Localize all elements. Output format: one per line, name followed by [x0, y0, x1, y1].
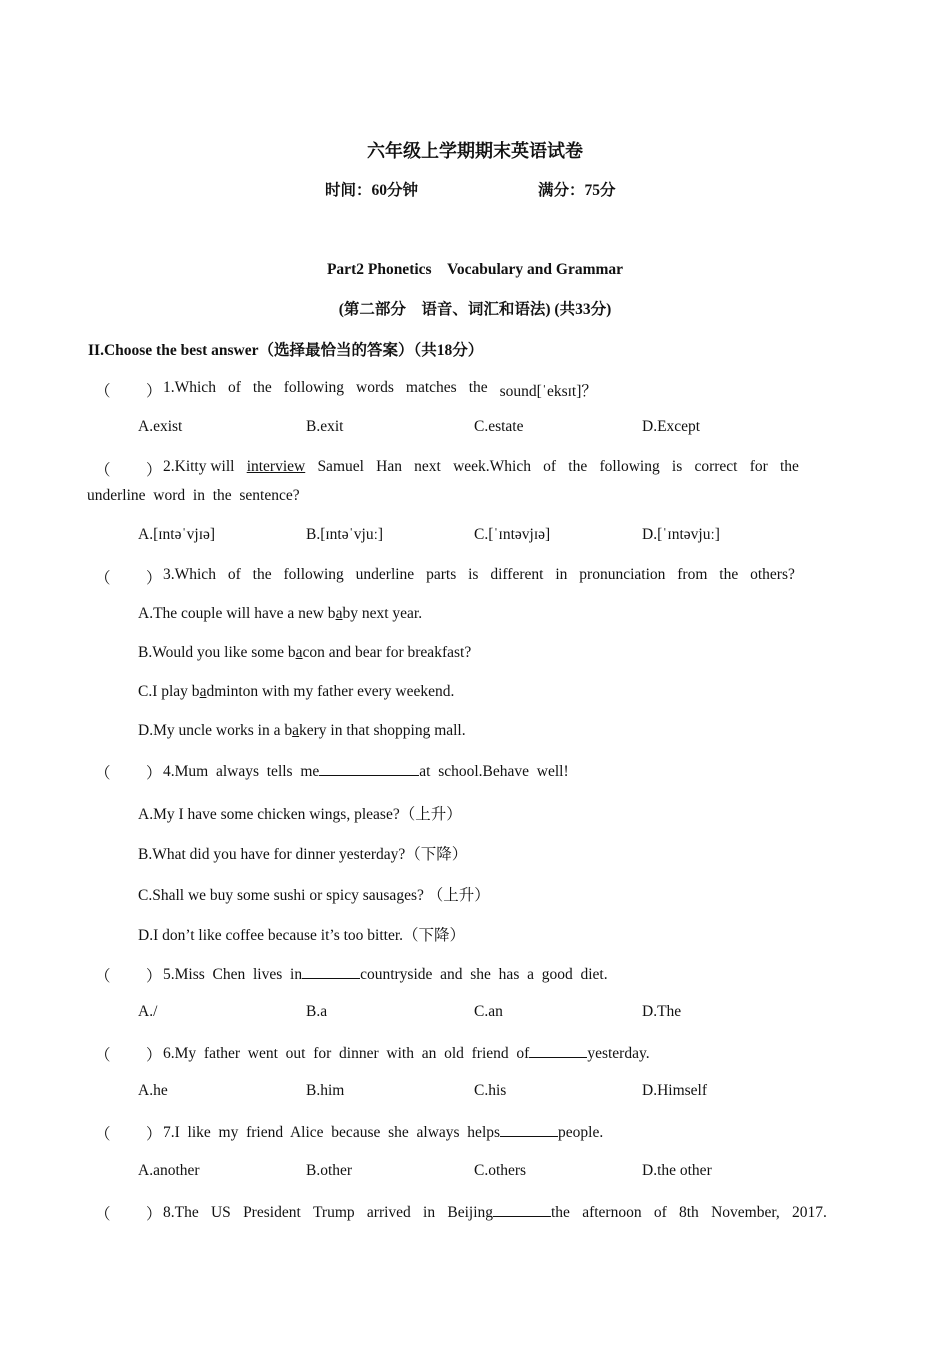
word: in [423, 1204, 436, 1221]
answer-paren-close: ） [146, 968, 162, 985]
word: from [677, 566, 708, 583]
question-6-text: 6.My father went out for dinner with an old friend of yesterday. [163, 1045, 650, 1062]
word: sound[ˈeksɪt]？ [499, 383, 597, 400]
answer-blank[interactable] [319, 761, 419, 776]
answer-paren-open[interactable]: （ [95, 462, 111, 479]
word: 1.Which [163, 379, 216, 396]
answer-paren-open[interactable]: （ [95, 1047, 111, 1064]
word: 3.Which [163, 566, 216, 583]
answer-paren-open[interactable]: （ [95, 765, 111, 782]
option-b: B.a [306, 1003, 328, 1020]
word: words [356, 379, 394, 396]
word: of [653, 1204, 667, 1221]
option-c: C.Shall we buy some sushi or spicy sausages? （上升） [138, 887, 490, 904]
word: week.Which [453, 458, 531, 475]
option-a: A.[ɪntəˈvjɪə] [138, 526, 216, 543]
word: pronunciation [579, 566, 666, 583]
option-d: D.Except [642, 418, 701, 435]
exam-time: 时间：60分钟 [325, 182, 419, 199]
word: is [671, 458, 683, 475]
word: for [749, 458, 768, 475]
option-a: A./ [138, 1003, 158, 1020]
answer-paren-close: ） [146, 383, 162, 400]
option-d: D.Himself [642, 1082, 708, 1099]
option-b: B.exit [306, 418, 344, 435]
word: 8.The [163, 1204, 199, 1221]
underlined-letter: a [292, 722, 300, 739]
word: Samuel [317, 458, 364, 475]
question-2-text [163, 458, 799, 476]
exam-full-score: 满分：75分 [538, 182, 616, 199]
answer-paren-open[interactable]: （ [95, 570, 111, 587]
question-8-text [163, 1202, 827, 1222]
answer-paren-close: ） [146, 765, 162, 782]
word: 8th [679, 1204, 699, 1221]
answer-blank[interactable] [500, 1122, 558, 1137]
word: parts [426, 566, 457, 583]
question-4-text: 4.Mum always tells me at school.Behave well! [163, 763, 569, 780]
option-b: B.him [306, 1082, 345, 1099]
word: President [243, 1204, 301, 1221]
word: of [227, 566, 241, 583]
word: correct [694, 458, 738, 475]
word: 2017. [792, 1204, 827, 1221]
word: following [599, 458, 660, 475]
answer-paren-open[interactable]: （ [95, 1206, 111, 1223]
answer-paren-open[interactable]: （ [95, 968, 111, 985]
word: following [283, 379, 345, 396]
option-d: D.the other [642, 1162, 712, 1179]
word: others? [750, 566, 795, 583]
option-c: C.[ˈɪntəvjɪə] [474, 526, 551, 543]
word: the [568, 458, 588, 475]
underlined-word: interview [246, 458, 306, 475]
option-c: C.his [474, 1082, 507, 1099]
option-b: B.Would you like some bacon and bear for breakfast? [138, 644, 472, 661]
word: following [283, 566, 344, 583]
question-1-text [163, 379, 597, 401]
option-c: C.estate [474, 418, 524, 435]
option-d: D.[ˈɪntəvjuː] [642, 526, 720, 543]
option-a: A.he [138, 1082, 168, 1099]
word: different [490, 566, 544, 583]
word: the [468, 379, 488, 396]
question-2-continued: underline word in the sentence? [87, 487, 300, 504]
word: US [210, 1204, 231, 1221]
option-a: A.exist [138, 418, 183, 435]
answer-paren-open[interactable]: （ [95, 383, 111, 400]
answer-paren-close: ） [146, 570, 162, 587]
part-title: Part2 Phonetics Vocabulary and Grammar [326, 261, 624, 278]
option-b: B.[ɪntəˈvjuː] [306, 526, 384, 543]
option-c: C.I play badminton with my father every weekend. [138, 683, 455, 700]
option-b: B.What did you have for dinner yesterday?（下降） [138, 846, 468, 863]
part-subtitle: (第二部分 语音、词汇和语法) (共33分) [338, 301, 612, 318]
option-c: C.an [474, 1003, 503, 1020]
answer-blank[interactable] [493, 1202, 551, 1217]
underlined-letter: a [295, 644, 303, 661]
word: afternoon [582, 1204, 642, 1221]
answer-paren-close: ） [146, 1126, 162, 1143]
word: Trump [313, 1204, 355, 1221]
word: the [252, 379, 272, 396]
answer-paren-close: ） [146, 462, 162, 479]
option-d: D.My uncle works in a bakery in that shopping mall. [138, 722, 466, 739]
word-with-blank: Beijing the [447, 1204, 570, 1221]
word: in [555, 566, 568, 583]
answer-blank[interactable] [302, 964, 360, 979]
word: the [252, 566, 272, 583]
word: next [414, 458, 441, 475]
answer-blank[interactable] [529, 1043, 587, 1058]
option-a: A.another [138, 1162, 200, 1179]
word: November, [711, 1204, 780, 1221]
answer-paren-close: ） [146, 1047, 162, 1064]
option-d: D.I don’t like coffee because it’s too bitter.（下降） [138, 927, 466, 944]
option-d: D.The [642, 1003, 682, 1020]
question-text: 2.Kitty will [163, 458, 235, 475]
word: the [779, 458, 799, 475]
word: Han [376, 458, 402, 475]
word: underline [355, 566, 415, 583]
answer-paren-close: ） [146, 1206, 162, 1223]
question-5-text: 5.Miss Chen lives in countryside and she has a good diet. [163, 966, 608, 983]
word: of [543, 458, 557, 475]
underlined-letter: a [335, 605, 343, 622]
word: the [719, 566, 739, 583]
word: of [227, 379, 241, 396]
option-a: A.My I have some chicken wings, please?（上升） [138, 806, 462, 823]
page-title: 六年级上学期期末英语试卷 [367, 141, 583, 161]
option-b: B.other [306, 1162, 353, 1179]
question-3-text [163, 566, 795, 584]
question-7-text: 7.I like my friend Alice because she always helps people. [163, 1124, 604, 1141]
word: arrived [366, 1204, 411, 1221]
answer-paren-open[interactable]: （ [95, 1126, 111, 1143]
section-title: II.Choose the best answer（选择最恰当的答案）（共18分） [88, 342, 484, 359]
word: matches [405, 379, 457, 396]
underlined-letter: a [199, 683, 207, 700]
option-c: C.others [474, 1162, 527, 1179]
option-a: A.The couple will have a new baby next year. [138, 605, 423, 622]
word: is [468, 566, 479, 583]
